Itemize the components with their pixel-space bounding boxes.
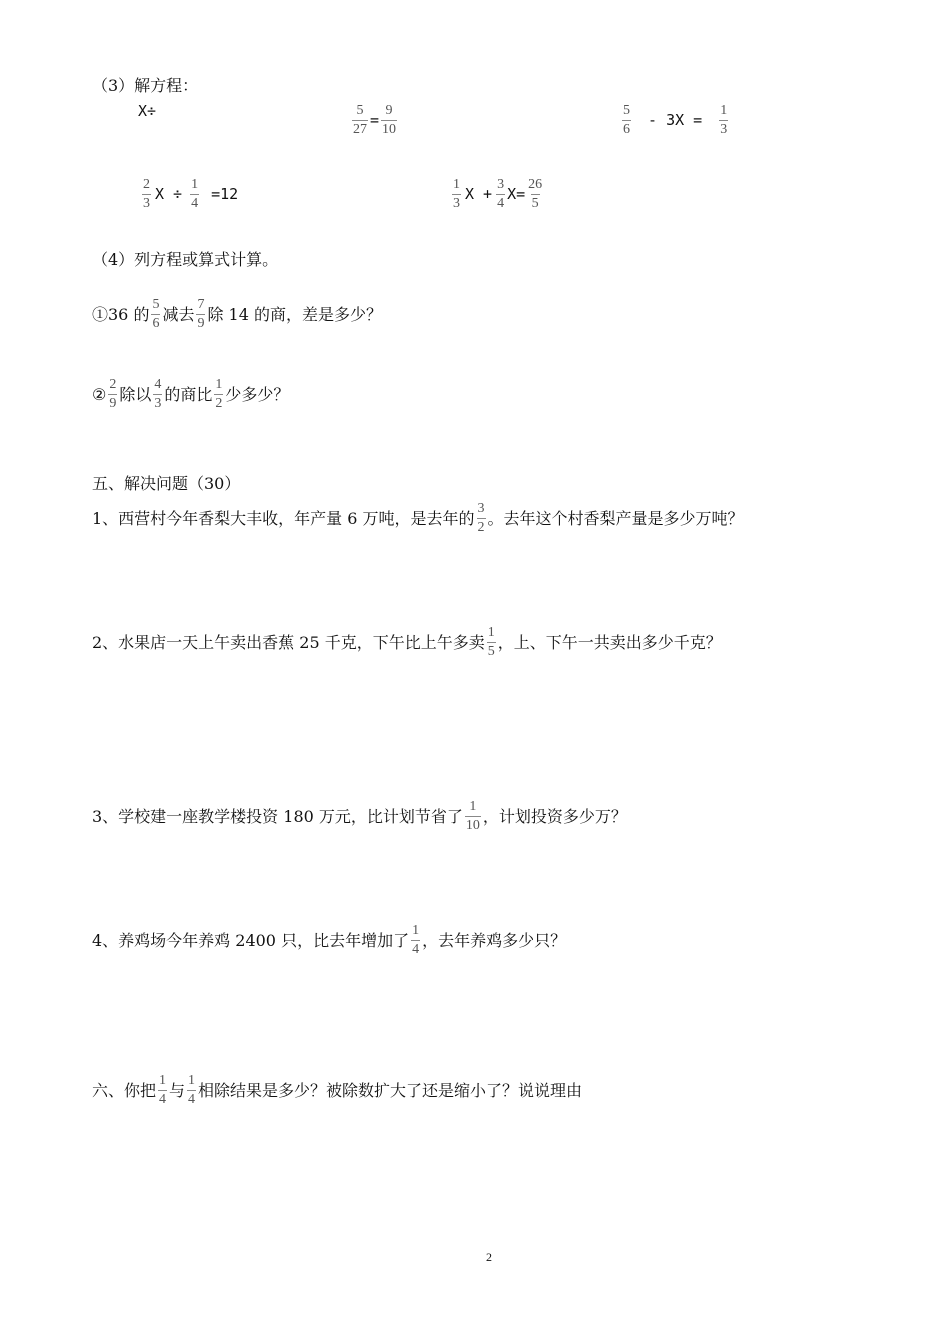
equation-4: $\frac{1}{3}$ X + $\frac{3}{4}$ X= $\frac{26}{5}$: [453, 177, 543, 211]
fraction: $\frac{2}{9}$: [109, 377, 117, 411]
fraction: $\frac{9}{10}$: [382, 103, 397, 137]
fraction: $\frac{1}{4}$: [188, 1073, 196, 1107]
fraction: $\frac{1}{3}$: [453, 177, 460, 211]
fraction: $\frac{1}{3}$: [720, 103, 728, 137]
fraction: $\frac{5}{6}$: [152, 297, 160, 331]
fraction: $\frac{1}{10}$: [465, 799, 480, 833]
fraction: $\frac{26}{5}$: [528, 177, 543, 211]
equation-3: $\frac{2}{3}$ X ÷ $\frac{1}{4}$ =12: [143, 177, 239, 211]
page-number: 2: [486, 1250, 492, 1264]
fraction: $\frac{1}{4}$: [191, 177, 199, 211]
problem-2: 2、水果店一天上午卖出香蕉 25 千克，下午比上午多卖 $\frac{1}{5}$ ，上、下午一共卖出多少千克？: [92, 625, 722, 659]
fraction: $\frac{5}{27}$: [353, 103, 367, 137]
equation-1-lead: X÷: [138, 102, 157, 120]
fraction: $\frac{1}{4}$: [159, 1073, 167, 1107]
fraction: $\frac{3}{2}$: [477, 501, 485, 535]
fraction: $\frac{5}{6}$: [623, 103, 630, 137]
fraction: $\frac{7}{9}$: [197, 297, 205, 331]
section-6-question: 六、你把 $\frac{1}{4}$ 与 $\frac{1}{4}$ 相除结果是多少？被除数扩大了还是缩小了？说说理由: [92, 1073, 583, 1107]
section-4-title: （4）列方程或算式计算。: [92, 250, 279, 269]
question-4-1: ①36 的 $\frac{5}{6}$ 减去 $\frac{7}{9}$ 除 14 的商，差是多少？: [92, 297, 383, 331]
question-4-2: ② $\frac{2}{9}$ 除以 $\frac{4}{3}$ 的商比 $\frac{1}{2}$ 少多少？: [92, 377, 290, 411]
fraction: $\frac{4}{3}$: [154, 377, 162, 411]
fraction: $\frac{1}{4}$: [412, 923, 420, 957]
equation-2: $\frac{5}{6}$ - 3X = $\frac{1}{3}$: [623, 103, 728, 137]
fraction: $\frac{1}{5}$: [487, 625, 495, 659]
equation-1: $\frac{5}{27}$ = $\frac{9}{10}$: [353, 103, 397, 137]
section-3-title: （3）解方程：: [92, 76, 199, 95]
fraction: $\frac{1}{2}$: [215, 377, 223, 411]
fraction: $\frac{3}{4}$: [497, 177, 505, 211]
fraction: $\frac{2}{3}$: [143, 177, 150, 211]
problem-3: 3、学校建一座教学楼投资 180 万元，比计划节省了 $\frac{1}{10}$ ，计划投资多少万？: [92, 799, 627, 833]
problem-4: 4、养鸡场今年养鸡 2400 只，比去年增加了 $\frac{1}{4}$ ，去年养鸡多少只？: [92, 923, 567, 957]
problem-1: 1、西营村今年香梨大丰收，年产量 6 万吨，是去年的 $\frac{3}{2}$ 。去年这个村香梨产量是多少万吨？: [92, 501, 744, 535]
section-5-title: 五、解决问题（30）: [92, 474, 241, 493]
